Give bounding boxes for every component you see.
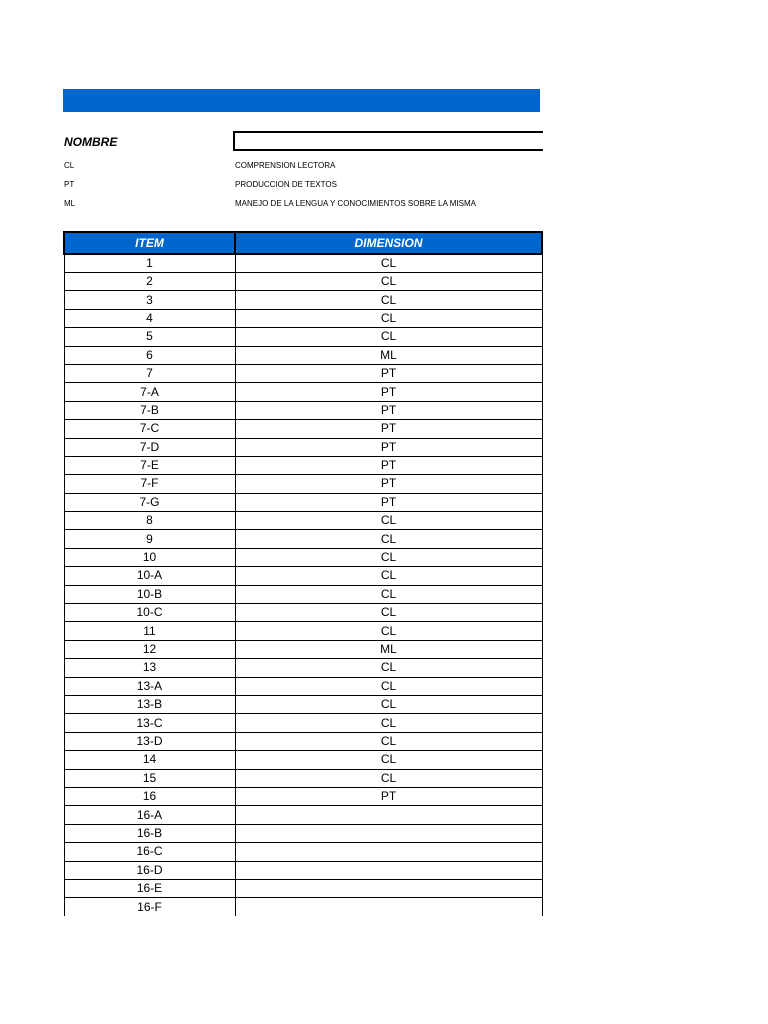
item-cell: 16-C [64,843,235,861]
dimension-cell: CL [235,567,542,585]
dimension-cell: PT [235,787,542,805]
legend-code-ml: ML [64,199,76,208]
item-cell: 13-A [64,677,235,695]
table-row [64,677,542,695]
item-cell: 7-F [64,475,235,493]
table-row [64,769,542,787]
table-row [64,475,542,493]
dimension-cell [235,861,542,879]
table-row [64,456,542,474]
table-header-row [64,232,542,254]
table-row [64,346,542,364]
table-row [64,640,542,658]
table-row [64,898,542,916]
dimension-cell: PT [235,438,542,456]
item-cell: 16 [64,787,235,805]
item-cell: 4 [64,309,235,327]
dimension-cell: CL [235,548,542,566]
dimension-cell: CL [235,512,542,530]
item-cell: 16-A [64,806,235,824]
table-row [64,273,542,291]
item-cell: 13-D [64,732,235,750]
table-body [64,254,542,916]
table-row [64,512,542,530]
dimension-cell: CL [235,530,542,548]
dimension-cell: PT [235,493,542,511]
table-row [64,383,542,401]
item-cell: 16-F [64,898,235,916]
item-cell: 11 [64,622,235,640]
dimension-cell: CL [235,695,542,713]
dimension-cell: PT [235,475,542,493]
dimension-cell: ML [235,346,542,364]
dimension-cell: CL [235,622,542,640]
legend-desc-cl: COMPRENSION LECTORA [235,161,336,170]
table-row [64,879,542,897]
nombre-input[interactable] [233,131,543,151]
table-row [64,806,542,824]
item-cell: 10-C [64,604,235,622]
dimension-cell: CL [235,677,542,695]
dimension-cell: PT [235,401,542,419]
table-row [64,328,542,346]
item-cell: 7-E [64,456,235,474]
title-bar [63,89,540,112]
table-row [64,732,542,750]
legend-code-pt: PT [64,180,75,189]
dimension-cell: CL [235,714,542,732]
item-cell: 7-C [64,420,235,438]
dimension-cell: CL [235,732,542,750]
item-cell: 16-B [64,824,235,842]
dimension-cell: CL [235,309,542,327]
dimension-cell: CL [235,328,542,346]
item-cell: 8 [64,512,235,530]
item-cell: 16-D [64,861,235,879]
table-row [64,438,542,456]
item-cell: 13 [64,659,235,677]
item-cell: 6 [64,346,235,364]
header-item: ITEM [64,232,235,254]
item-cell: 10-A [64,567,235,585]
nombre-label: NOMBRE [64,135,118,149]
table-row [64,420,542,438]
table-row [64,309,542,327]
dimension-cell: PT [235,364,542,382]
table-row [64,695,542,713]
dimension-cell [235,879,542,897]
dimension-cell: CL [235,254,542,273]
item-cell: 7 [64,364,235,382]
dimension-cell: PT [235,383,542,401]
item-cell: 2 [64,273,235,291]
item-cell: 3 [64,291,235,309]
table-row [64,714,542,732]
dimension-cell: CL [235,291,542,309]
table-row [64,585,542,603]
item-cell: 7-B [64,401,235,419]
dimension-cell: CL [235,769,542,787]
table-row [64,493,542,511]
table-row [64,824,542,842]
dimension-cell: CL [235,273,542,291]
dimension-cell [235,898,542,916]
dimension-cell [235,843,542,861]
item-cell: 16-E [64,879,235,897]
legend-desc-pt: PRODUCCION DE TEXTOS [235,180,337,189]
item-cell: 5 [64,328,235,346]
legend-code-cl: CL [64,161,75,170]
table-row [64,254,542,273]
table-row [64,291,542,309]
dimension-cell: CL [235,604,542,622]
item-cell: 13-C [64,714,235,732]
dimension-cell: CL [235,659,542,677]
item-cell: 1 [64,254,235,273]
dimension-cell: PT [235,420,542,438]
item-cell: 10 [64,548,235,566]
legend-desc-ml: MANEJO DE LA LENGUA Y CONOCIMIENTOS SOBRE LA MISMA [235,199,476,208]
table-row [64,401,542,419]
dimension-cell: CL [235,751,542,769]
dimension-cell: ML [235,640,542,658]
table-row [64,751,542,769]
item-cell: 9 [64,530,235,548]
header-dimension: DIMENSION [235,232,542,254]
table-row [64,567,542,585]
item-cell: 7-D [64,438,235,456]
table-row [64,622,542,640]
table-row [64,604,542,622]
item-cell: 12 [64,640,235,658]
dimension-cell [235,806,542,824]
table-row [64,364,542,382]
table-row [64,530,542,548]
item-dimension-table [63,231,543,916]
item-cell: 7-A [64,383,235,401]
table-row [64,548,542,566]
dimension-cell: CL [235,585,542,603]
table-row [64,843,542,861]
table-row [64,787,542,805]
item-cell: 15 [64,769,235,787]
dimension-cell: PT [235,456,542,474]
table-row [64,659,542,677]
table-row [64,861,542,879]
item-cell: 14 [64,751,235,769]
dimension-cell [235,824,542,842]
item-cell: 13-B [64,695,235,713]
item-cell: 7-G [64,493,235,511]
item-cell: 10-B [64,585,235,603]
